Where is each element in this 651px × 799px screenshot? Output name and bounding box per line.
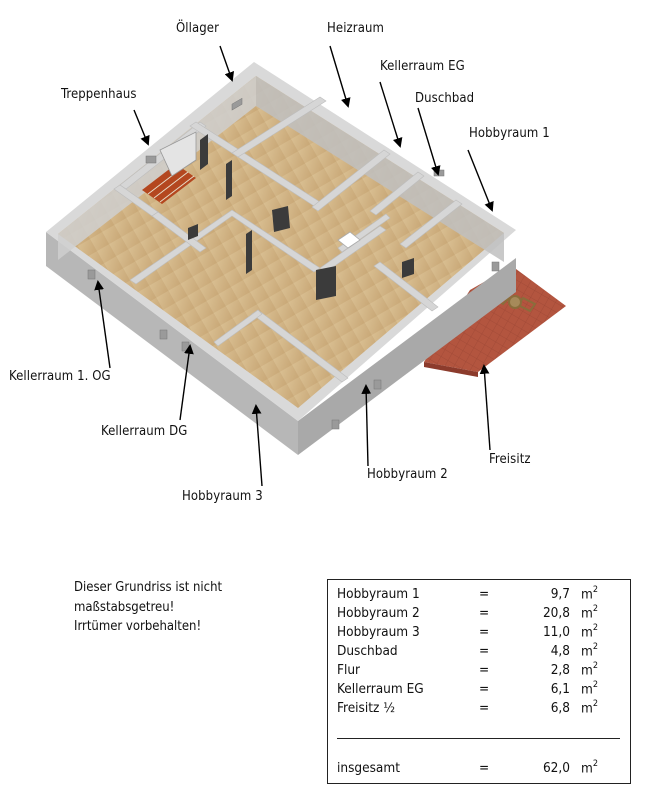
sum-divider <box>337 738 620 739</box>
total-label: insgesamt <box>337 760 400 776</box>
room-name: Flur <box>337 662 361 678</box>
area-unit: $m^2$ <box>581 642 598 660</box>
area-row <box>328 643 630 663</box>
equals-sign: = <box>479 586 490 602</box>
label-treppenhaus: Treppenhaus <box>61 87 137 102</box>
area-value: 2,8 <box>550 662 570 678</box>
equals-sign: = <box>479 624 490 640</box>
arrow-hobbyraum1 <box>468 150 492 210</box>
area-unit: $m^2$ <box>581 680 598 698</box>
arrow-freisitz <box>484 366 490 450</box>
total-row <box>328 760 630 780</box>
label-kellerraum-1og: Kellerraum 1. OG <box>9 369 111 384</box>
equals-sign: = <box>479 605 490 621</box>
area-unit: $m^2$ <box>581 623 598 641</box>
label-hobbyraum2: Hobbyraum 2 <box>367 467 448 482</box>
arrow-oellager <box>220 46 232 80</box>
area-value: 9,7 <box>550 586 570 602</box>
disclaimer-line: Dieser Grundriss ist nicht <box>74 580 223 595</box>
area-row <box>328 605 630 625</box>
equals-sign: = <box>479 681 490 697</box>
total-value: 62,0 <box>542 760 570 776</box>
disclaimer-line: Irrtümer vorbehalten! <box>74 619 202 634</box>
area-row <box>328 624 630 644</box>
equals-sign: = <box>479 700 490 716</box>
area-row <box>328 700 630 720</box>
area-value: 6,1 <box>550 681 570 697</box>
disclaimer <box>74 578 222 637</box>
label-hobbyraum1: Hobbyraum 1 <box>469 126 550 141</box>
area-row <box>328 586 630 606</box>
area-row <box>328 681 630 701</box>
room-name: Hobbyraum 2 <box>337 605 420 621</box>
area-value: 4,8 <box>550 643 570 659</box>
room-name: Duschbad <box>337 643 398 659</box>
equals-sign: = <box>479 662 490 678</box>
area-unit: $m^2$ <box>581 604 598 622</box>
arrow-heizraum <box>330 46 348 106</box>
label-freisitz: Freisitz <box>489 452 531 467</box>
label-duschbad: Duschbad <box>415 91 475 106</box>
disclaimer-line: maßstabsgetreu! <box>74 599 175 615</box>
room-name: Kellerraum EG <box>337 681 424 697</box>
area-unit: $m^2$ <box>581 585 598 603</box>
area-row <box>328 662 630 682</box>
label-oellager: Öllager <box>176 21 220 36</box>
label-hobbyraum3: Hobbyraum 3 <box>182 489 263 504</box>
area-value: 6,8 <box>550 700 570 716</box>
label-heizraum: Heizraum <box>327 21 384 36</box>
area-unit: $m^2$ <box>581 699 598 717</box>
area-unit: $m^2$ <box>581 661 598 679</box>
label-kellerraum-eg: Kellerraum EG <box>380 59 465 74</box>
room-name: Freisitz ½ <box>337 700 396 716</box>
area-value: 20,8 <box>542 605 570 621</box>
equals-sign: = <box>479 643 490 659</box>
label-kellerraum-dg: Kellerraum DG <box>101 424 188 439</box>
arrow-treppenhaus <box>134 110 148 144</box>
area-unit: $m^2$ <box>581 759 598 777</box>
equals-sign: = <box>479 760 490 776</box>
room-name: Hobbyraum 3 <box>337 624 420 640</box>
arrow-kellerraum-eg <box>380 82 400 146</box>
area-table <box>327 579 631 784</box>
area-value: 11,0 <box>542 624 570 640</box>
arrow-duschbad <box>418 108 438 174</box>
room-name: Hobbyraum 1 <box>337 586 420 602</box>
